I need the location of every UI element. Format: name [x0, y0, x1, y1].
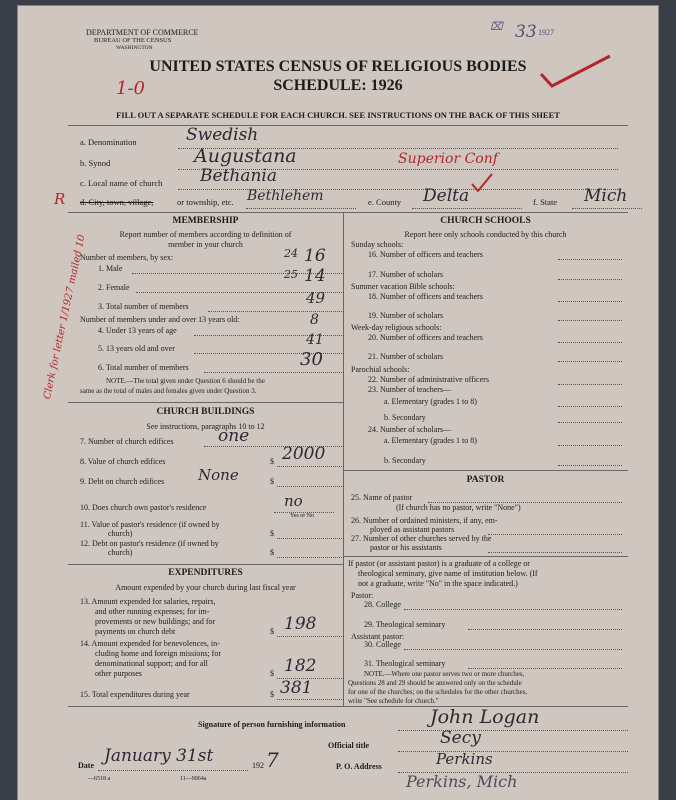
q9-value[interactable]: None — [198, 466, 239, 484]
address-value-2: Perkins, Mich — [406, 772, 518, 791]
check-mark-icon — [538, 52, 613, 92]
city-label: or township, etc. — [177, 197, 234, 207]
q27-label-1: 27. Number of other churches served by the — [351, 534, 492, 543]
official-title-value[interactable]: Secy — [440, 728, 481, 748]
year-digit[interactable]: 7 — [266, 748, 279, 772]
q10-value[interactable]: no — [284, 492, 303, 510]
address-label: P. O. Address — [336, 762, 382, 771]
bureau-city: WASHINGTON — [116, 45, 153, 51]
q20-label: 20. Number of officers and teachers — [368, 333, 483, 342]
buildings-see: See instructions, paragraphs 10 to 12 — [146, 422, 265, 431]
city-label-struck: d. City, town, village, — [80, 197, 154, 207]
q22-line — [558, 384, 622, 385]
q5-label: 5. 13 years old and over — [98, 344, 175, 353]
q14-line-4: other purposes — [95, 669, 142, 678]
q13-line-3: provements or new buildings; and for — [95, 617, 216, 626]
census-schedule-form — [18, 6, 658, 800]
pastor-note-1: NOTE.—Where one pastor serves two or more churches, — [364, 670, 525, 678]
q14-dollar: $ — [270, 669, 274, 678]
q3-line — [208, 311, 344, 312]
q5-value[interactable]: 41 — [306, 332, 324, 348]
q7-label: 7. Number of church edifices — [80, 437, 174, 446]
q12-dollar: $ — [270, 548, 274, 557]
q17-line — [558, 279, 622, 280]
q13-value[interactable]: 198 — [284, 614, 317, 634]
q18-line — [558, 301, 622, 302]
q23-second-label: b. Secondary — [384, 413, 426, 422]
q14-line-1: 14. Amount expended for benevolences, in- — [80, 639, 220, 648]
q24-second-label: b. Secondary — [384, 456, 426, 465]
stamp-date: 1927 — [538, 28, 554, 37]
q1-label: 1. Male — [98, 264, 123, 273]
q15-dollar: $ — [270, 690, 274, 699]
q12-label-2: church) — [108, 548, 133, 557]
q8-dollar: $ — [270, 457, 274, 466]
q13-line-1: 13. Amount expended for salaries, repairs, — [80, 597, 216, 606]
q25-label: 25. Name of pastor — [351, 493, 413, 502]
q30-label: 30. College — [364, 640, 401, 649]
q12-line — [277, 557, 344, 558]
sunday-label: Sunday schools: — [351, 240, 404, 249]
q15-line — [277, 699, 344, 700]
q8-label: 8. Value of church edifices — [80, 457, 166, 466]
print-number: 11—9064a — [180, 776, 207, 782]
graduate-rule — [343, 556, 628, 557]
local-name-line — [178, 189, 618, 190]
q23-label: 23. Number of teachers— — [368, 385, 452, 394]
date-value[interactable]: January 31st — [104, 746, 214, 766]
q19-label: 19. Number of scholars — [368, 311, 444, 320]
q31-line — [468, 668, 622, 669]
q4-label: 4. Under 13 years of age — [98, 326, 177, 335]
q2-value[interactable]: 14 — [304, 266, 326, 286]
q8-line — [277, 466, 344, 467]
q2-label: 2. Female — [98, 283, 130, 292]
bureau-name: BUREAU OF THE CENSUS — [94, 37, 172, 44]
pastor-heading: PASTOR — [466, 475, 505, 485]
margin-note: Clerk for letter 1/1927 mailed 10 — [42, 233, 88, 401]
membership-intro-1: Report number of members according to definition of — [119, 230, 292, 239]
yes-no-hint: Yes or No — [290, 513, 315, 519]
state-label: f. State — [533, 197, 558, 207]
buildings-rule — [68, 402, 343, 403]
q15-value[interactable]: 381 — [280, 678, 313, 698]
q7-value[interactable]: one — [218, 426, 250, 446]
weekday-label: Week-day religious schools: — [351, 323, 442, 332]
q11-line — [277, 538, 344, 539]
expenditures-intro: Amount expended by your church during last fiscal year — [115, 583, 296, 592]
q27-label-2: pastor or his assistants — [370, 543, 442, 552]
q6-label: 6. Total number of members — [98, 363, 189, 372]
pastor-sub-label: Pastor: — [351, 591, 374, 600]
local-name-label: c. Local name of church — [80, 178, 163, 188]
q1-old-value: 24 — [284, 247, 298, 260]
expenditures-heading: EXPENDITURES — [168, 568, 243, 578]
q11-label-1: 11. Value of pastor's residence (if owned by — [80, 520, 220, 529]
synod-note: Superior Conf — [398, 151, 498, 167]
section-rule — [68, 212, 628, 213]
q24-second-line — [558, 465, 622, 466]
county-label: e. County — [368, 197, 402, 207]
date-line — [98, 770, 248, 771]
county-value[interactable]: Delta — [423, 186, 470, 206]
date-label: Date — [78, 761, 94, 770]
q15-label: 15. Total expenditures during year — [80, 690, 190, 699]
membership-note-1: NOTE.—The total given under Question 6 should be the — [106, 377, 265, 385]
instruction-line: FILL OUT A SEPARATE SCHEDULE FOR EACH CHURCH. SEE INSTRUCTIONS ON THE BACK OF THIS SHEET — [116, 110, 560, 120]
q11-label-2: church) — [108, 529, 133, 538]
year-prefix: 192 — [252, 761, 264, 770]
q4-value[interactable]: 8 — [310, 312, 319, 328]
q24-label: 24. Number of scholars— — [368, 425, 452, 434]
q23-elem-label: a. Elementary (grades 1 to 8) — [384, 397, 477, 406]
dept-name: DEPARTMENT OF COMMERCE — [86, 28, 199, 37]
q9-label: 9. Debt on church edifices — [80, 477, 165, 486]
q30-line — [404, 649, 622, 650]
form-title: UNITED STATES CENSUS OF RELIGIOUS BODIES — [149, 58, 527, 75]
county-line — [412, 208, 522, 209]
synod-label: b. Synod — [80, 158, 111, 168]
q13-line-4: payments on church debt — [95, 627, 176, 636]
signature-value[interactable]: John Logan — [430, 706, 540, 728]
local-name-value[interactable]: Bethania — [200, 166, 277, 186]
q21-label: 21. Number of scholars — [368, 352, 444, 361]
q6-line — [204, 372, 344, 373]
schedule-title: SCHEDULE: 1926 — [273, 77, 403, 94]
official-title-label: Official title — [328, 741, 370, 750]
by-sex-label: Number of members, by sex: — [80, 253, 174, 262]
expenditures-rule — [68, 564, 343, 565]
denomination-value[interactable]: Swedish — [186, 125, 259, 145]
q14-value[interactable]: 182 — [284, 656, 317, 676]
graduate-text-1: If pastor (or assistant pastor) is a graduate of a college or — [348, 559, 530, 568]
q22-label: 22. Number of administrative officers — [368, 375, 489, 384]
denomination-label: a. Denomination — [80, 137, 137, 147]
graduate-text-2: theological seminary, give name of institution below. (If — [358, 569, 538, 578]
form-number: —6518 a — [88, 776, 111, 782]
synod-value[interactable]: Augustana — [194, 145, 297, 167]
q13-line — [277, 636, 344, 637]
q25-note: (If church has no pastor, write "None") — [396, 503, 521, 512]
q24-elem-line — [558, 445, 622, 446]
q10-label: 10. Does church own pastor's residence — [80, 503, 207, 512]
q18-label: 18. Number of officers and teachers — [368, 292, 483, 301]
q16-label: 16. Number of officers and teachers — [368, 250, 483, 259]
age-intro-label: Number of members under and over 13 years old: — [80, 315, 240, 324]
r-mark: R — [54, 190, 66, 208]
q9-line — [277, 486, 344, 487]
q26-label-2: ployed as assistant pastors — [370, 525, 455, 534]
county-check-icon — [470, 172, 494, 194]
q20-line — [558, 342, 622, 343]
signature-line — [398, 730, 628, 731]
address-value[interactable]: Perkins — [436, 750, 493, 768]
q28-label: 28. College — [364, 600, 401, 609]
top-rule — [68, 125, 628, 126]
bottom-rule — [68, 706, 628, 707]
red-mark-top: 1-0 — [116, 78, 145, 99]
q3-label: 3. Total number of members — [98, 302, 189, 311]
city-line — [246, 208, 356, 209]
q6-value[interactable]: 30 — [300, 349, 323, 370]
q29-line — [468, 629, 622, 630]
pastor-rule — [343, 470, 628, 471]
q13-dollar: $ — [270, 627, 274, 636]
q12-label-1: 12. Debt on pastor's residence (if owned by — [80, 539, 219, 548]
signature-label: Signature of person furnishing information — [198, 720, 346, 729]
q23-second-line — [558, 422, 622, 423]
parochial-label: Parochial schools: — [351, 365, 410, 374]
membership-intro-2: member in your church — [168, 240, 243, 249]
q9-dollar: $ — [270, 477, 274, 486]
buildings-heading: CHURCH BUILDINGS — [156, 407, 255, 417]
q29-label: 29. Theological seminary — [364, 620, 446, 629]
membership-heading: MEMBERSHIP — [172, 216, 239, 226]
q26-label-1: 26. Number of ordained ministers, if any, em- — [351, 516, 498, 525]
q27-line — [488, 552, 622, 553]
page-mark: ⌧ — [490, 20, 503, 33]
pastor-note-4: write "See schedule for church." — [348, 697, 439, 705]
summer-label: Summer vacation Bible schools: — [351, 282, 455, 291]
q28-line — [404, 609, 622, 610]
column-divider — [343, 212, 344, 706]
q14-line-3: denominational support; and for all — [95, 659, 208, 668]
state-value[interactable]: Mich — [584, 186, 628, 206]
q3-value[interactable]: 49 — [306, 289, 326, 307]
official-title-line — [398, 751, 628, 752]
graduate-text-3: not a graduate, write "No" in the space indicated.) — [358, 579, 518, 588]
q8-value[interactable]: 2000 — [282, 444, 326, 464]
stamp-number: 33 — [515, 22, 537, 42]
q11-dollar: $ — [270, 529, 274, 538]
city-value[interactable]: Bethlehem — [247, 188, 324, 204]
q21-line — [558, 361, 622, 362]
q1-value[interactable]: 16 — [304, 246, 326, 266]
pastor-note-2: Questions 28 and 29 should be answered only on the schedule — [348, 679, 522, 687]
schools-heading: CHURCH SCHOOLS — [440, 216, 531, 226]
q31-label: 31. Theological seminary — [364, 659, 446, 668]
pastor-note-3: for one of the churches; on the schedules for the other churches, — [348, 688, 528, 696]
q19-line — [558, 320, 622, 321]
q23-elem-line — [558, 406, 622, 407]
q2-old-value: 25 — [284, 268, 298, 281]
q24-elem-label: a. Elementary (grades 1 to 8) — [384, 436, 477, 445]
q14-line-2: cluding home and foreign missions; for — [95, 649, 221, 658]
membership-note-2: same as the total of males and females given under Question 3. — [80, 387, 257, 395]
q13-line-2: and other running expenses; for im- — [95, 607, 210, 616]
schools-intro: Report here only schools conducted by this church — [404, 230, 567, 239]
asst-pastor-label: Assistant pastor: — [351, 632, 405, 641]
state-line — [572, 208, 642, 209]
q26-line — [488, 534, 622, 535]
q17-label: 17. Number of scholars — [368, 270, 444, 279]
q16-line — [558, 259, 622, 260]
